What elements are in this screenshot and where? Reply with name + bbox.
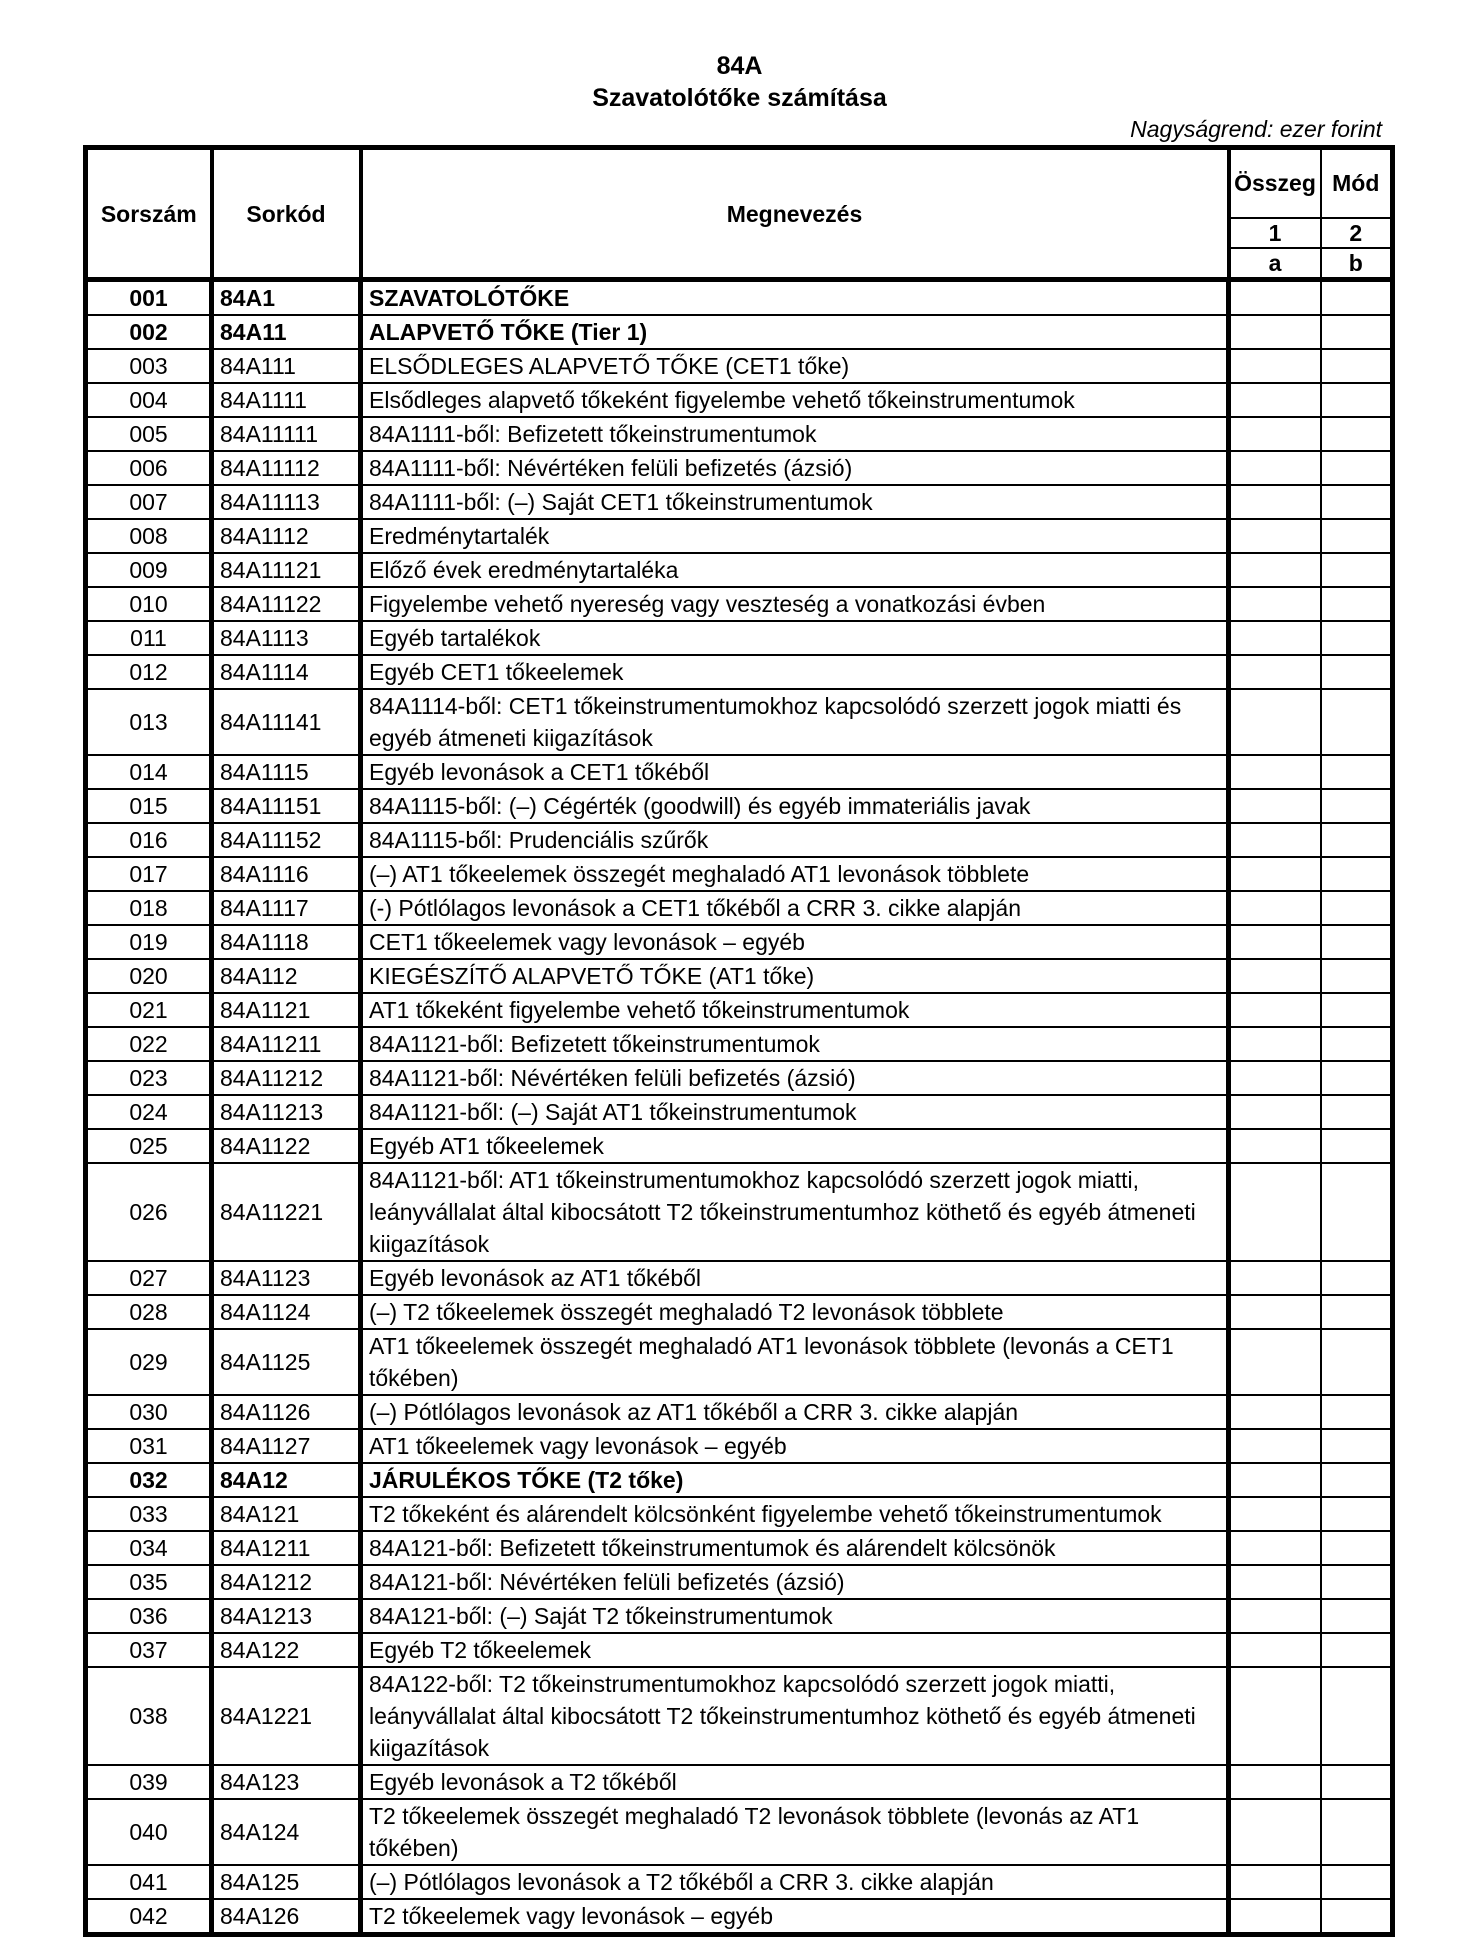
row-osszeg-cell	[1229, 587, 1321, 621]
row-sorkod: 84A1213	[212, 1599, 361, 1633]
table-row	[86, 823, 1393, 857]
row-sorkod: 84A11152	[212, 823, 361, 857]
row-sorkod: 84A11112	[212, 451, 361, 485]
row-megnevezes: Egyéb CET1 tőkeelemek	[361, 655, 1229, 689]
row-megnevezes: Eredménytartalék	[361, 519, 1229, 553]
table-row	[86, 349, 1393, 383]
table-row	[86, 280, 1393, 316]
row-osszeg-cell	[1229, 1899, 1321, 1935]
row-megnevezes: 84A1114-ből: CET1 tőkeinstrumentumokhoz kapcsolódó szerzett jogok miatti és egyéb átmeneti kiigazítások	[361, 689, 1229, 755]
row-osszeg-cell	[1229, 1865, 1321, 1899]
table-row	[86, 519, 1393, 553]
row-osszeg-cell	[1229, 417, 1321, 451]
row-osszeg-cell	[1229, 857, 1321, 891]
row-osszeg-cell	[1229, 789, 1321, 823]
header-mod: Mód	[1321, 148, 1393, 218]
row-sorkod: 84A11141	[212, 689, 361, 755]
row-sorkod: 84A1122	[212, 1129, 361, 1163]
row-mod-cell	[1321, 655, 1393, 689]
table-row	[86, 1163, 1393, 1261]
row-osszeg-cell	[1229, 1599, 1321, 1633]
row-sorszam: 021	[86, 993, 212, 1027]
row-mod-cell	[1321, 621, 1393, 655]
header-mod-letter: b	[1321, 248, 1393, 280]
row-megnevezes: Egyéb levonások a CET1 tőkéből	[361, 755, 1229, 789]
row-osszeg-cell	[1229, 553, 1321, 587]
row-sorkod: 84A1124	[212, 1295, 361, 1329]
row-sorkod: 84A11	[212, 315, 361, 349]
header-sorszam: Sorszám	[86, 148, 212, 280]
row-megnevezes: KIEGÉSZÍTŐ ALAPVETŐ TŐKE (AT1 tőke)	[361, 959, 1229, 993]
row-sorkod: 84A126	[212, 1899, 361, 1935]
row-mod-cell	[1321, 1261, 1393, 1295]
header-osszeg-letter: a	[1229, 248, 1321, 280]
row-megnevezes: T2 tőkeelemek összegét meghaladó T2 levonások többlete (levonás az AT1 tőkében)	[361, 1799, 1229, 1865]
row-mod-cell	[1321, 587, 1393, 621]
row-sorkod: 84A1111	[212, 383, 361, 417]
row-megnevezes: AT1 tőkeként figyelembe vehető tőkeinstrumentumok	[361, 993, 1229, 1027]
row-sorszam: 023	[86, 1061, 212, 1095]
row-sorszam: 025	[86, 1129, 212, 1163]
row-sorkod: 84A12	[212, 1463, 361, 1497]
table-row	[86, 891, 1393, 925]
table-row	[86, 1633, 1393, 1667]
row-sorkod: 84A11212	[212, 1061, 361, 1095]
row-osszeg-cell	[1229, 1497, 1321, 1531]
row-megnevezes: Előző évek eredménytartaléka	[361, 553, 1229, 587]
row-osszeg-cell	[1229, 959, 1321, 993]
row-mod-cell	[1321, 1565, 1393, 1599]
table-row	[86, 755, 1393, 789]
table-row	[86, 1599, 1393, 1633]
row-osszeg-cell	[1229, 1565, 1321, 1599]
row-osszeg-cell	[1229, 689, 1321, 755]
row-megnevezes: (–) AT1 tőkeelemek összegét meghaladó AT1 levonások többlete	[361, 857, 1229, 891]
row-mod-cell	[1321, 689, 1393, 755]
row-mod-cell	[1321, 857, 1393, 891]
row-megnevezes: 84A1111-ből: Névértéken felüli befizetés (ázsió)	[361, 451, 1229, 485]
row-sorkod: 84A121	[212, 1497, 361, 1531]
row-megnevezes: 84A1121-ből: AT1 tőkeinstrumentumokhoz kapcsolódó szerzett jogok miatti, leányvállalat által kibocsátott T2 tőkeinstrumentumhoz köthető és egyéb átmeneti kiigazítások	[361, 1163, 1229, 1261]
row-sorszam: 026	[86, 1163, 212, 1261]
row-sorkod: 84A1211	[212, 1531, 361, 1565]
row-sorszam: 004	[86, 383, 212, 417]
row-sorszam: 024	[86, 1095, 212, 1129]
header-osszeg-num: 1	[1229, 218, 1321, 248]
row-sorkod: 84A123	[212, 1765, 361, 1799]
row-osszeg-cell	[1229, 1395, 1321, 1429]
table-row	[86, 1095, 1393, 1129]
row-osszeg-cell	[1229, 755, 1321, 789]
row-sorszam: 039	[86, 1765, 212, 1799]
row-mod-cell	[1321, 1129, 1393, 1163]
row-sorkod: 84A11121	[212, 553, 361, 587]
row-megnevezes: T2 tőkeelemek vagy levonások – egyéb	[361, 1899, 1229, 1935]
row-mod-cell	[1321, 1599, 1393, 1633]
capital-table	[83, 145, 1395, 1937]
row-megnevezes: (–) Pótlólagos levonások a T2 tőkéből a CRR 3. cikke alapján	[361, 1865, 1229, 1899]
row-sorkod: 84A1126	[212, 1395, 361, 1429]
row-sorkod: 84A1114	[212, 655, 361, 689]
row-mod-cell	[1321, 485, 1393, 519]
row-mod-cell	[1321, 1765, 1393, 1799]
row-sorszam: 009	[86, 553, 212, 587]
table-row	[86, 1295, 1393, 1329]
table-row	[86, 1865, 1393, 1899]
table-row	[86, 959, 1393, 993]
row-osszeg-cell	[1229, 925, 1321, 959]
row-osszeg-cell	[1229, 485, 1321, 519]
row-megnevezes: Egyéb tartalékok	[361, 621, 1229, 655]
row-megnevezes: Egyéb levonások a T2 tőkéből	[361, 1765, 1229, 1799]
row-sorszam: 002	[86, 315, 212, 349]
row-sorszam: 016	[86, 823, 212, 857]
header-megnevezes: Megnevezés	[361, 148, 1229, 280]
row-sorszam: 036	[86, 1599, 212, 1633]
table-row	[86, 383, 1393, 417]
table-row	[86, 417, 1393, 451]
table-row	[86, 1129, 1393, 1163]
row-megnevezes: (–) Pótlólagos levonások az AT1 tőkéből a CRR 3. cikke alapján	[361, 1395, 1229, 1429]
table-row	[86, 1329, 1393, 1395]
row-osszeg-cell	[1229, 1429, 1321, 1463]
row-mod-cell	[1321, 315, 1393, 349]
report-code-title: 84A	[716, 52, 763, 80]
row-sorszam: 011	[86, 621, 212, 655]
row-mod-cell	[1321, 789, 1393, 823]
table-row	[86, 857, 1393, 891]
row-sorkod: 84A1125	[212, 1329, 361, 1395]
row-sorszam: 032	[86, 1463, 212, 1497]
row-osszeg-cell	[1229, 280, 1321, 316]
report-title: Szavatolótőke számítása	[592, 84, 887, 112]
header-osszeg: Összeg	[1229, 148, 1321, 218]
row-osszeg-cell	[1229, 621, 1321, 655]
row-osszeg-cell	[1229, 451, 1321, 485]
header-mod-num: 2	[1321, 218, 1393, 248]
row-sorszam: 030	[86, 1395, 212, 1429]
table-row	[86, 1531, 1393, 1565]
row-megnevezes: T2 tőkeként és alárendelt kölcsönként figyelembe vehető tőkeinstrumentumok	[361, 1497, 1229, 1531]
row-sorkod: 84A1221	[212, 1667, 361, 1765]
row-sorszam: 040	[86, 1799, 212, 1865]
row-megnevezes: ELSŐDLEGES ALAPVETŐ TŐKE (CET1 tőke)	[361, 349, 1229, 383]
row-sorkod: 84A1113	[212, 621, 361, 655]
row-megnevezes: 84A1115-ből: Prudenciális szűrők	[361, 823, 1229, 857]
row-sorszam: 014	[86, 755, 212, 789]
row-mod-cell	[1321, 1027, 1393, 1061]
row-megnevezes: (-) Pótlólagos levonások a CET1 tőkéből a CRR 3. cikke alapján	[361, 891, 1229, 925]
row-osszeg-cell	[1229, 1463, 1321, 1497]
row-sorkod: 84A1118	[212, 925, 361, 959]
row-mod-cell	[1321, 1395, 1393, 1429]
row-sorszam: 033	[86, 1497, 212, 1531]
row-sorszam: 022	[86, 1027, 212, 1061]
row-mod-cell	[1321, 925, 1393, 959]
row-sorszam: 034	[86, 1531, 212, 1565]
table-row	[86, 1765, 1393, 1799]
table-row	[86, 689, 1393, 755]
row-sorszam: 019	[86, 925, 212, 959]
row-sorkod: 84A1115	[212, 755, 361, 789]
row-sorkod: 84A124	[212, 1799, 361, 1865]
row-megnevezes: 84A122-ből: T2 tőkeinstrumentumokhoz kapcsolódó szerzett jogok miatti, leányvállalat által kibocsátott T2 tőkeinstrumentumhoz köthető és egyéb átmeneti kiigazítások	[361, 1667, 1229, 1765]
row-megnevezes: 84A121-ből: (–) Saját T2 tőkeinstrumentumok	[361, 1599, 1229, 1633]
table-row	[86, 789, 1393, 823]
row-osszeg-cell	[1229, 1765, 1321, 1799]
row-sorkod: 84A1121	[212, 993, 361, 1027]
row-sorszam: 020	[86, 959, 212, 993]
row-sorkod: 84A11211	[212, 1027, 361, 1061]
row-sorszam: 038	[86, 1667, 212, 1765]
table-row	[86, 587, 1393, 621]
table-row	[86, 451, 1393, 485]
row-osszeg-cell	[1229, 1095, 1321, 1129]
row-megnevezes: AT1 tőkeelemek vagy levonások – egyéb	[361, 1429, 1229, 1463]
row-mod-cell	[1321, 959, 1393, 993]
row-sorszam: 041	[86, 1865, 212, 1899]
table-row	[86, 1799, 1393, 1865]
row-megnevezes: 84A1111-ből: Befizetett tőkeinstrumentumok	[361, 417, 1229, 451]
row-megnevezes: ALAPVETŐ TŐKE (Tier 1)	[361, 315, 1229, 349]
row-sorszam: 008	[86, 519, 212, 553]
table-row	[86, 1463, 1393, 1497]
row-sorkod: 84A11151	[212, 789, 361, 823]
row-megnevezes: AT1 tőkeelemek összegét meghaladó AT1 levonások többlete (levonás a CET1 tőkében)	[361, 1329, 1229, 1395]
row-megnevezes: 84A121-ből: Névértéken felüli befizetés (ázsió)	[361, 1565, 1229, 1599]
row-sorkod: 84A111	[212, 349, 361, 383]
row-mod-cell	[1321, 755, 1393, 789]
row-mod-cell	[1321, 280, 1393, 316]
row-osszeg-cell	[1229, 1163, 1321, 1261]
row-megnevezes: JÁRULÉKOS TŐKE (T2 tőke)	[361, 1463, 1229, 1497]
table-row	[86, 315, 1393, 349]
row-mod-cell	[1321, 1799, 1393, 1865]
row-megnevezes: 84A1121-ből: Befizetett tőkeinstrumentumok	[361, 1027, 1229, 1061]
row-sorszam: 010	[86, 587, 212, 621]
row-megnevezes: Egyéb levonások az AT1 tőkéből	[361, 1261, 1229, 1295]
row-sorszam: 031	[86, 1429, 212, 1463]
table-row	[86, 1061, 1393, 1095]
table-row	[86, 1667, 1393, 1765]
row-mod-cell	[1321, 1667, 1393, 1765]
row-sorkod: 84A11213	[212, 1095, 361, 1129]
table-row	[86, 1497, 1393, 1531]
row-osszeg-cell	[1229, 315, 1321, 349]
row-mod-cell	[1321, 553, 1393, 587]
row-sorkod: 84A1212	[212, 1565, 361, 1599]
row-mod-cell	[1321, 993, 1393, 1027]
row-sorkod: 84A1127	[212, 1429, 361, 1463]
row-osszeg-cell	[1229, 823, 1321, 857]
row-mod-cell	[1321, 1295, 1393, 1329]
row-sorszam: 015	[86, 789, 212, 823]
table-row	[86, 1395, 1393, 1429]
table-row	[86, 1429, 1393, 1463]
row-mod-cell	[1321, 891, 1393, 925]
header-sorkod: Sorkód	[212, 148, 361, 280]
unit-note: Nagyságrend: ezer forint	[1130, 116, 1382, 142]
row-sorkod: 84A1117	[212, 891, 361, 925]
row-sorszam: 001	[86, 280, 212, 316]
row-sorszam: 012	[86, 655, 212, 689]
row-sorszam: 027	[86, 1261, 212, 1295]
row-sorszam: 042	[86, 1899, 212, 1935]
row-osszeg-cell	[1229, 1329, 1321, 1395]
row-sorkod: 84A1123	[212, 1261, 361, 1295]
table-row	[86, 1899, 1393, 1935]
row-mod-cell	[1321, 451, 1393, 485]
row-sorszam: 018	[86, 891, 212, 925]
row-osszeg-cell	[1229, 1027, 1321, 1061]
table-row	[86, 1565, 1393, 1599]
row-osszeg-cell	[1229, 1799, 1321, 1865]
row-sorszam: 007	[86, 485, 212, 519]
row-megnevezes: CET1 tőkeelemek vagy levonások – egyéb	[361, 925, 1229, 959]
row-mod-cell	[1321, 417, 1393, 451]
table-row	[86, 1027, 1393, 1061]
row-mod-cell	[1321, 349, 1393, 383]
row-mod-cell	[1321, 1865, 1393, 1899]
row-mod-cell	[1321, 1633, 1393, 1667]
table-row	[86, 993, 1393, 1027]
row-osszeg-cell	[1229, 349, 1321, 383]
row-megnevezes: 84A1121-ből: Névértéken felüli befizetés (ázsió)	[361, 1061, 1229, 1095]
table-row	[86, 621, 1393, 655]
row-mod-cell	[1321, 823, 1393, 857]
row-osszeg-cell	[1229, 1633, 1321, 1667]
row-sorszam: 005	[86, 417, 212, 451]
table-row	[86, 655, 1393, 689]
row-sorkod: 84A125	[212, 1865, 361, 1899]
row-sorszam: 013	[86, 689, 212, 755]
row-megnevezes: 84A121-ből: Befizetett tőkeinstrumentumok és alárendelt kölcsönök	[361, 1531, 1229, 1565]
row-osszeg-cell	[1229, 1261, 1321, 1295]
row-sorszam: 035	[86, 1565, 212, 1599]
row-mod-cell	[1321, 1463, 1393, 1497]
row-mod-cell	[1321, 1429, 1393, 1463]
row-osszeg-cell	[1229, 655, 1321, 689]
row-megnevezes: 84A1115-ből: (–) Cégérték (goodwill) és egyéb immateriális javak	[361, 789, 1229, 823]
table-row	[86, 553, 1393, 587]
row-megnevezes: Figyelembe vehető nyereség vagy veszteség a vonatkozási évben	[361, 587, 1229, 621]
row-osszeg-cell	[1229, 519, 1321, 553]
row-sorkod: 84A1116	[212, 857, 361, 891]
row-osszeg-cell	[1229, 993, 1321, 1027]
row-osszeg-cell	[1229, 383, 1321, 417]
row-mod-cell	[1321, 1531, 1393, 1565]
row-osszeg-cell	[1229, 1295, 1321, 1329]
row-sorszam: 028	[86, 1295, 212, 1329]
row-osszeg-cell	[1229, 1531, 1321, 1565]
table-row	[86, 925, 1393, 959]
row-mod-cell	[1321, 1329, 1393, 1395]
row-megnevezes: SZAVATOLÓTŐKE	[361, 280, 1229, 316]
row-sorkod: 84A1112	[212, 519, 361, 553]
row-osszeg-cell	[1229, 1667, 1321, 1765]
row-sorkod: 84A11113	[212, 485, 361, 519]
row-sorkod: 84A11122	[212, 587, 361, 621]
row-megnevezes: 84A1111-ből: (–) Saját CET1 tőkeinstrumentumok	[361, 485, 1229, 519]
row-sorszam: 017	[86, 857, 212, 891]
row-mod-cell	[1321, 1061, 1393, 1095]
row-mod-cell	[1321, 383, 1393, 417]
row-sorszam: 003	[86, 349, 212, 383]
table-row	[86, 1261, 1393, 1295]
row-megnevezes: 84A1121-ből: (–) Saját AT1 tőkeinstrumentumok	[361, 1095, 1229, 1129]
row-osszeg-cell	[1229, 891, 1321, 925]
row-osszeg-cell	[1229, 1129, 1321, 1163]
row-megnevezes: Egyéb T2 tőkeelemek	[361, 1633, 1229, 1667]
row-mod-cell	[1321, 1163, 1393, 1261]
row-mod-cell	[1321, 1497, 1393, 1531]
row-sorkod: 84A1	[212, 280, 361, 316]
row-megnevezes: (–) T2 tőkeelemek összegét meghaladó T2 levonások többlete	[361, 1295, 1229, 1329]
table-row	[86, 485, 1393, 519]
row-sorkod: 84A11111	[212, 417, 361, 451]
row-sorszam: 029	[86, 1329, 212, 1395]
row-mod-cell	[1321, 1095, 1393, 1129]
row-sorkod: 84A11221	[212, 1163, 361, 1261]
row-osszeg-cell	[1229, 1061, 1321, 1095]
row-megnevezes: Elsődleges alapvető tőkeként figyelembe vehető tőkeinstrumentumok	[361, 383, 1229, 417]
row-mod-cell	[1321, 519, 1393, 553]
row-sorszam: 006	[86, 451, 212, 485]
row-megnevezes: Egyéb AT1 tőkeelemek	[361, 1129, 1229, 1163]
row-sorkod: 84A122	[212, 1633, 361, 1667]
row-sorszam: 037	[86, 1633, 212, 1667]
row-mod-cell	[1321, 1899, 1393, 1935]
row-sorkod: 84A112	[212, 959, 361, 993]
